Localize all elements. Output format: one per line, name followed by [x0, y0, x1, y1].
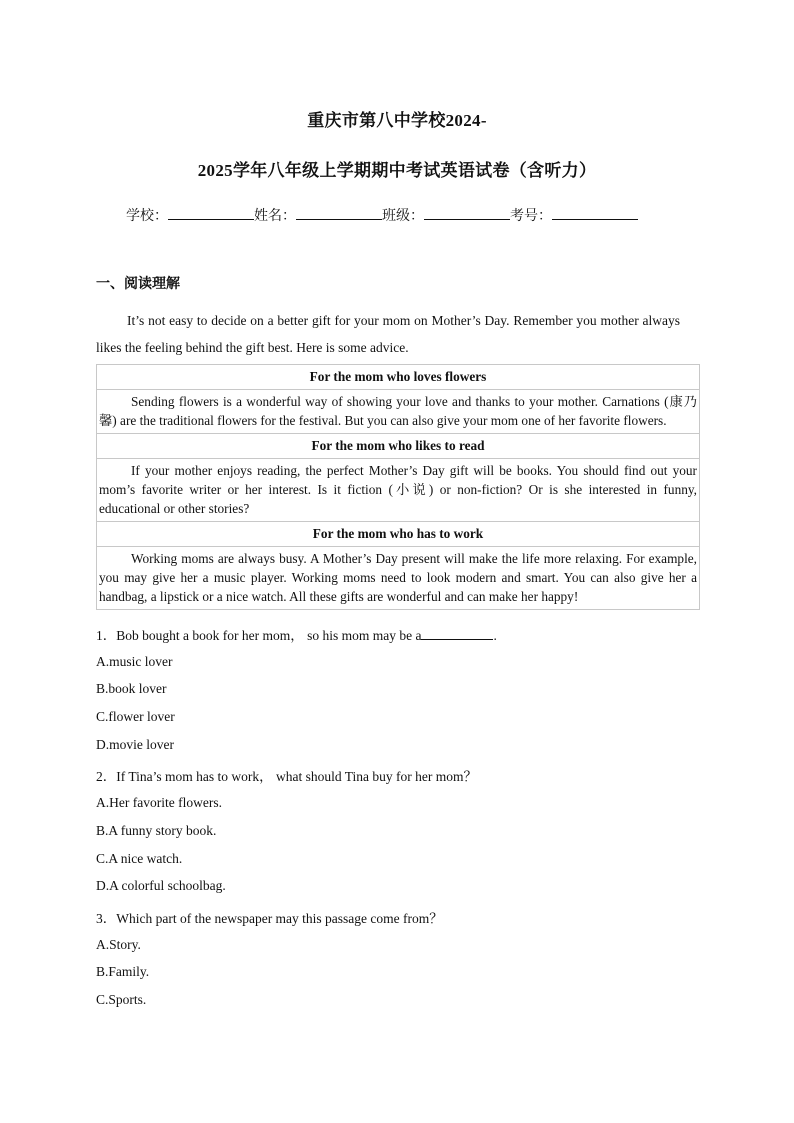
student-info-row	[126, 205, 638, 225]
class-blank[interactable]	[424, 207, 510, 220]
option[interactable]: B.Family.	[96, 964, 150, 979]
section-heading: 一、阅读理解	[96, 276, 180, 292]
question-1-end: .	[493, 628, 497, 643]
advice-body: If your mother enjoys reading, the perfect Mother’s Day gift will be books. You should find out your mom’s favorite writer or her interest. Is it fiction (小说) or non-fiction? Or is she interested in funny, educational or other stories?	[97, 459, 700, 522]
option[interactable]: C.flower lover	[96, 709, 175, 724]
advice-heading: For the mom who has to work	[97, 522, 700, 547]
option[interactable]: B.book lover	[96, 681, 167, 696]
question-1-text: 1．Bob bought a book for her mom， so his mom may be a	[96, 628, 422, 643]
passage-intro: It’s not easy to decide on a better gift for your mom on Mother’s Day. Remember you mother always likes the feeling behind the gift best. Here is some advice.	[96, 313, 680, 355]
option[interactable]: A.Her favorite flowers.	[96, 795, 222, 810]
school-label: 学校：	[126, 208, 168, 224]
number-blank[interactable]	[552, 207, 638, 220]
class-label: 班级：	[382, 208, 424, 224]
question-stem: 2．If Tina’s mom has to work， what should Tina buy for her mom？	[96, 769, 478, 784]
advice-table	[96, 364, 700, 610]
exam-title-line-2: 2025学年八年级上学期期中考试英语试卷（含听力）	[197, 161, 597, 180]
option[interactable]: C.A nice watch.	[96, 851, 183, 866]
exam-title-line-1: 重庆市第八中学校2024-	[307, 111, 487, 130]
question-stem	[96, 624, 497, 644]
advice-heading: For the mom who likes to read	[97, 434, 700, 459]
option[interactable]: C.Sports.	[96, 992, 147, 1007]
name-label: 姓名：	[254, 208, 296, 224]
answer-blank[interactable]	[421, 627, 493, 640]
advice-body: Sending flowers is a wonderful way of showing your love and thanks to your mother. Carnations (康乃馨) are the traditional flowers for the festival. But you can also give your mom one of her favorite flowers.	[97, 390, 700, 434]
advice-body: Working moms are always busy. A Mother’s Day present will make the life more relaxing. For example, you may give her a music player. Working moms need to look modern and smart. You can also give her a handbag, a lipstick or a nice watch. All these gifts are wonderful and can make her happy!	[97, 547, 700, 610]
option[interactable]: A.Story.	[96, 937, 141, 952]
advice-heading: For the mom who loves flowers	[97, 365, 700, 390]
number-label: 考号：	[510, 208, 552, 224]
option[interactable]: B.A funny story book.	[96, 823, 217, 838]
question-stem: 3．Which part of the newspaper may this passage come from？	[96, 911, 443, 926]
name-blank[interactable]	[296, 207, 382, 220]
option[interactable]: D.A colorful schoolbag.	[96, 878, 226, 893]
option[interactable]: D.movie lover	[96, 737, 174, 752]
option[interactable]: A.music lover	[96, 654, 173, 669]
school-blank[interactable]	[168, 207, 254, 220]
